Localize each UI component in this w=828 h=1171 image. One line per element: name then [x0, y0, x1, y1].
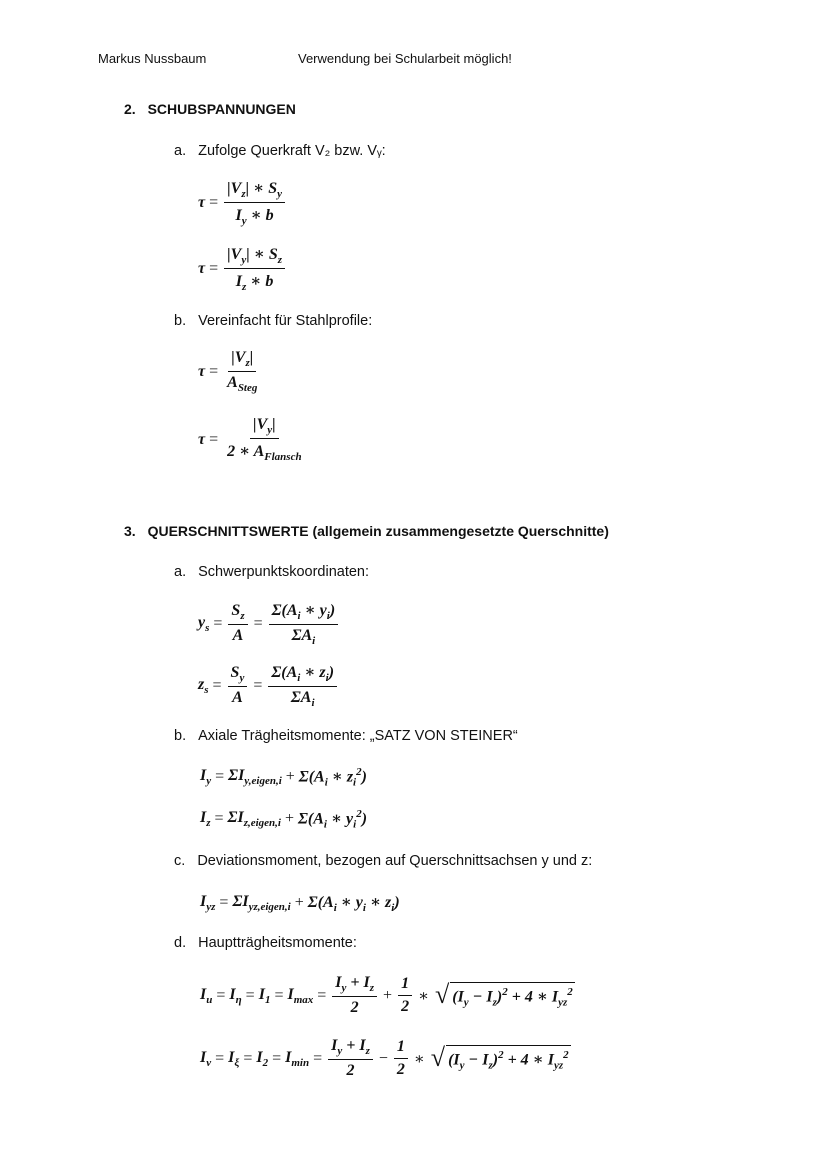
formula-ys: $y_s$ = $\frac{S_z}{A}$ = $\frac{\Sigma(A_i ∗ y_i)}{\Sigma A_i}$	[198, 600, 340, 647]
subsection-3d-text: Hauptträgheitsmomente:	[198, 935, 357, 951]
formula-iz-steiner: $I_z$ = $\Sigma I_{z,eigen,i}$ + $\Sigma(A_i$ ∗ $y_i^2$)	[200, 808, 368, 831]
subsection-3a-text: Schwerpunktskoordinaten:	[198, 564, 370, 580]
formula-imax: $I_u$ = $I_\eta$ = $I_1$ = $I_{max}$ = $\frac{I_y + I_z}{2}$ + $\frac{1}{2}$ ∗ √ $(I_y - I_z)^2 + 4$ ∗ $I_{yz}^2$	[200, 974, 573, 1017]
subsection-3b	[174, 728, 518, 744]
section-2-number: 2.	[124, 101, 136, 117]
subsection-3d-letter: d.	[174, 935, 187, 951]
subsection-3b-letter: b.	[174, 728, 187, 744]
formula-tau-flansch: τ = $\frac{|V_y|}{2 ∗ A_{Flansch}}$	[198, 416, 302, 464]
header-note: Verwendung bei Schularbeit möglich!	[298, 51, 512, 66]
formula-tau-steg: τ = $\frac{|V_z|}{A_{Steg}}$	[198, 349, 258, 395]
subsection-3c-text: Deviationsmoment, bezogen auf Querschnittsachsen y und z:	[197, 853, 593, 869]
subsection-2a-text: Zufolge Querkraft V₂ bzw. Vᵧ:	[198, 143, 386, 159]
subsection-2b-letter: b.	[174, 313, 187, 329]
formula-tau-vz: τ = $\frac{|V_z| ∗ S_y}{I_y ∗ b}$	[198, 178, 287, 227]
subsection-3a-letter: a.	[174, 564, 187, 580]
formula-zs: $z_s$ = $\frac{S_y}{A}$ = $\frac{\Sigma(A_i ∗ z_i)}{\Sigma A_i}$	[198, 662, 339, 709]
subsection-2a-letter: a.	[174, 143, 187, 159]
section-2-heading	[124, 101, 296, 117]
subsection-2a	[174, 143, 386, 159]
formula-tau-vy: τ = $\frac{|V_y| ∗ S_z}{I_z ∗ b}$	[198, 244, 287, 293]
subsection-3c-letter: c.	[174, 853, 186, 869]
formula-iy-steiner: $I_y$ = $\Sigma I_{y,eigen,i}$ + $\Sigma(A_i$ ∗ $z_i^2$)	[200, 766, 367, 789]
header-author: Markus Nussbaum	[98, 51, 207, 66]
subsection-3c	[174, 853, 592, 869]
subsection-3a	[174, 564, 369, 580]
subsection-3b-text: Axiale Trägheitsmomente: „SATZ VON STEINER“	[198, 728, 518, 744]
subsection-3d	[174, 935, 357, 951]
section-3-title: QUERSCHNITTSWERTE (allgemein zusammengesetzte Querschnitte)	[147, 523, 609, 539]
section-3-heading	[124, 523, 609, 539]
subsection-2b	[174, 313, 372, 329]
formula-imin: $I_v$ = $I_\xi$ = $I_2$ = $I_{min}$ = $\frac{I_y + I_z}{2}$ − $\frac{1}{2}$ ∗ √ $(I_y - I_z)^2 + 4$ ∗ $I_{yz}^2$	[200, 1037, 569, 1080]
formula-iyz: $I_{yz}$ = $\Sigma I_{yz,eigen,i}$ + $\Sigma(A_i$ ∗ $y_i$ ∗ $z_i$)	[200, 893, 400, 915]
subsection-2b-text: Vereinfacht für Stahlprofile:	[198, 313, 373, 329]
section-2-title: SCHUBSPANNUNGEN	[147, 101, 296, 117]
section-3-number: 3.	[124, 523, 136, 539]
